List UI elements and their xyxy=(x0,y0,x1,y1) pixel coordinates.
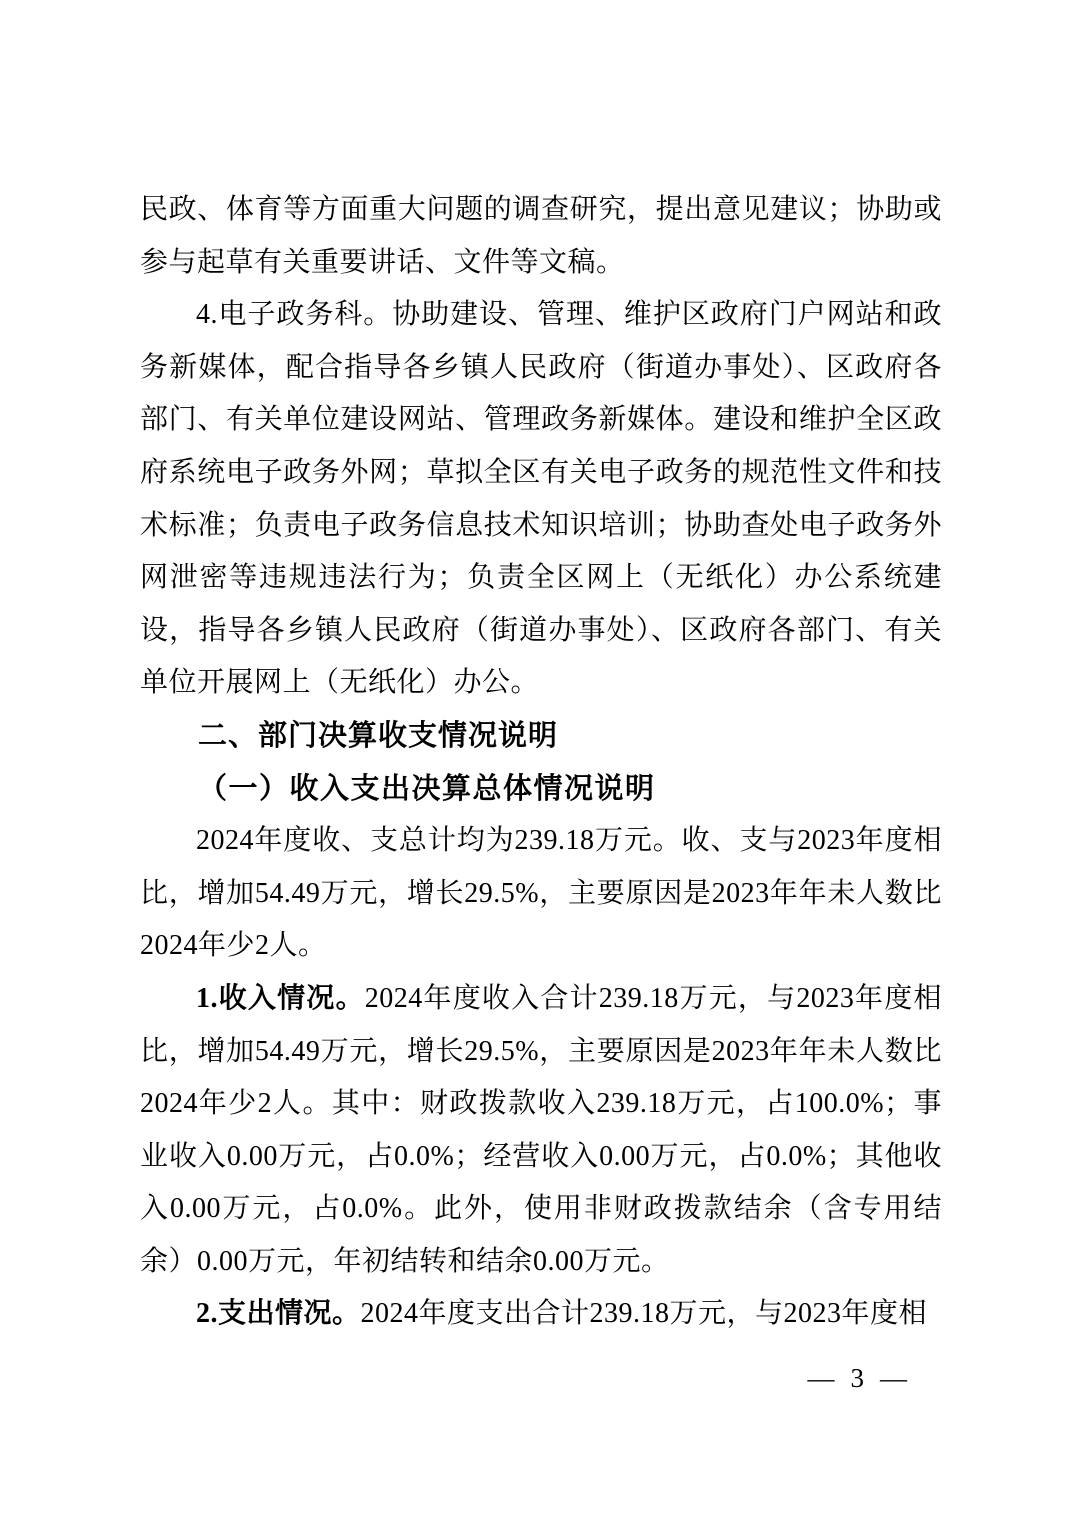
paragraph-continuation: 民政、体育等方面重大问题的调查研究，提出意见建议；协助或参与起草有关重要讲话、文件等文稿。 xyxy=(140,194,942,278)
subsection-heading-overall-situation: （一）收入支出决算总体情况说明 xyxy=(198,772,656,805)
paragraph-income-situation xyxy=(140,973,942,1289)
page-footer xyxy=(808,1360,908,1396)
section-heading-budget-explanation: 二、部门决算收支情况说明 xyxy=(198,719,559,752)
footer-dash-left: — xyxy=(807,1363,835,1393)
income-paragraph-text: 2024年度收入合计239.18万元，与2023年度相比，增加54.49万元，增长29.5%，主要原因是2023年年未人数比2024年少2人。其中：财政拨款收入239.18万元，占100.0%；事业收入0.00万元，占0.0%；经营收入0.00万元，占0.0%；其他收入0.00万元，占0.0%。此外，使用非财政拨款结余（含专用结余）0.00万元，年初结转和结余0.00万元。 xyxy=(140,982,942,1277)
income-paragraph-lead: 1.收入情况。 xyxy=(196,982,365,1014)
paragraph-expenditure-situation xyxy=(140,1288,942,1341)
expenditure-paragraph-lead: 2.支出情况。 xyxy=(196,1298,361,1330)
page-number: 3 xyxy=(850,1363,864,1393)
paragraph-egov-division: 4.电子政务科。协助建设、管理、维护区政府门户网站和政务新媒体，配合指导各乡镇人民政府（街道办事处）、区政府各部门、有关单位建设网站、管理政务新媒体。建设和维护全区政府系统电子政务外网；草拟全区有关电子政务的规范性文件和技术标准；负责电子政务信息技术知识培训；协助查处电子政务外网泄密等违规违法行为；负责全区网上（无纸化）办公系统建设，指导各乡镇人民政府（街道办事处）、区政府各部门、有关单位开展网上（无纸化）办公。 xyxy=(140,299,942,699)
footer-dash-right: — xyxy=(880,1363,907,1393)
document-body xyxy=(140,184,942,1341)
expenditure-paragraph-text: 2024年度支出合计239.18万元，与2023年度相 xyxy=(360,1298,928,1330)
paragraph-total-revenue-expenditure: 2024年度收、支总计均为239.18万元。收、支与2023年度相比，增加54.49万元，增长29.5%，主要原因是2023年年未人数比2024年少2人。 xyxy=(140,825,942,962)
